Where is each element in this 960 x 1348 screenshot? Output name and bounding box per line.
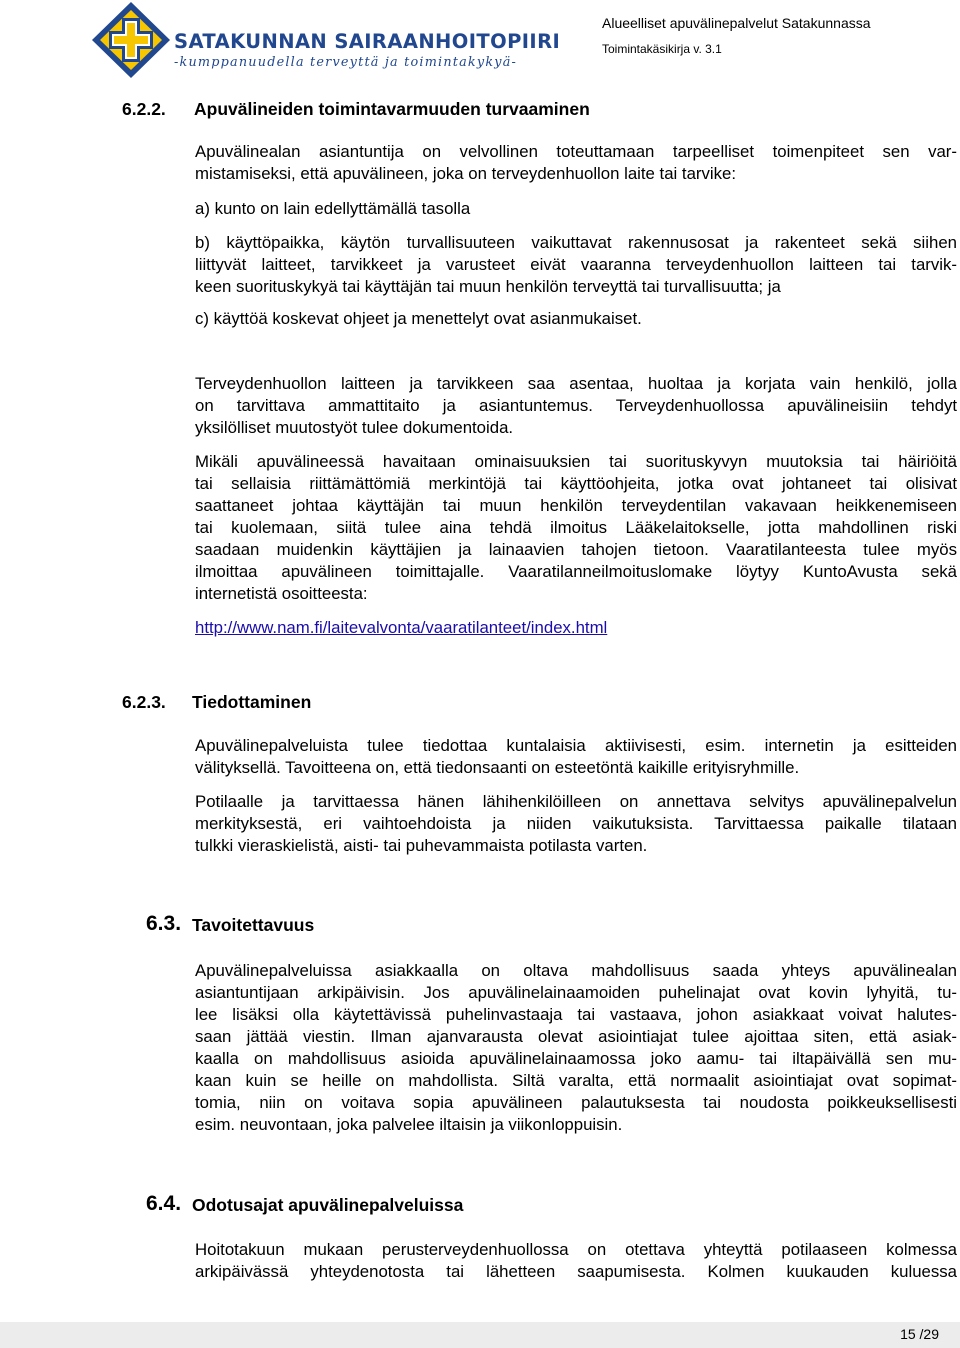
org-slogan: -kumppanuudella terveyttä ja toimintakykyä- <box>174 55 518 70</box>
text-line: saan jättää viestin. Ilman ajanvarausta olevat asiointiajat tulee ajoittaa siten, että asiak- <box>195 1027 957 1046</box>
document-title: Alueelliset apuvälinepalvelut Satakunnassa <box>602 15 871 31</box>
text-line: saattaneet johtaa käyttäjän tai muun henkilön terveydentilan vakavaan heikkenemiseen <box>195 496 957 515</box>
text-line: kaalla on mahdollisuus asioida apuvälinelainaamossa joko aamu- tai iltapäivällä sen mu- <box>195 1049 957 1068</box>
section-title: Tiedottaminen <box>192 692 312 712</box>
link-line <box>195 617 957 639</box>
section-title: Apuvälineiden toimintavarmuuden turvaaminen <box>194 99 590 119</box>
text-line: tomia, niin on voitava sopia apuvälineen palautuksesta tai noudosta poikkeuksellisesti <box>195 1093 957 1112</box>
text-line: tai kuolemaan, siitä tulee aina tehdä ilmoitus Lääkelaitokselle, jotta mahdollinen riski <box>195 518 957 537</box>
list-item-b <box>195 232 957 298</box>
text-line: Apuvälinepalveluissa asiakkaalla on oltava mahdollisuus saada yhteys apuvälinealan <box>195 961 957 980</box>
org-logo <box>92 2 561 78</box>
paragraph <box>195 141 957 185</box>
text-line: Terveydenhuollon laitteen ja tarvikkeen saa asentaa, huoltaa ja korjata vain henkilö, jolla <box>195 374 957 393</box>
text-line: Apuvälinealan asiantuntija on velvollinen toteuttamaan tarpeelliset toimenpiteet sen var- <box>195 142 957 161</box>
text-line: Apuvälinepalveluista tulee tiedottaa kuntalaisia aktiivisesti, esim. internetin ja esitteiden <box>195 736 957 755</box>
document-version: Toimintakäsikirja v. 3.1 <box>602 42 722 56</box>
text-line: ilmoittaa apuvälineen toimittajalle. Vaaratilanneilmoituslomake löytyy KuntoAvusta sekä <box>195 562 957 581</box>
text-line: c) käyttöä koskevat ohjeet ja menettelyt ovat asianmukaiset. <box>195 309 642 328</box>
list-item-c <box>195 308 957 330</box>
vaaratilanteet-link[interactable]: http://www.nam.fi/laitevalvonta/vaaratilanteet/index.html <box>195 618 608 637</box>
footer-bar <box>0 1322 960 1348</box>
text-line: on tarvittava ammattitaito ja asiantuntemus. Terveydenhuollossa apuvälineisiin tehdyt <box>195 396 957 415</box>
text-line: kaan kuin se heille on mahdollista. Siltä varalta, että normaalit asiointiajat ovat sopimat- <box>195 1071 957 1090</box>
paragraph <box>195 1239 957 1283</box>
text-line: Hoitotakuun mukaan perusterveydenhuollossa on otettava yhteyttä potilaaseen kolmessa <box>195 1240 957 1259</box>
paragraph <box>195 735 957 779</box>
section-title: Odotusajat apuvälinepalveluissa <box>192 1195 464 1215</box>
section-number: 6.2.3. <box>122 692 166 712</box>
paragraph <box>195 960 957 1136</box>
text-line: b) käyttöpaikka, käytön turvallisuuteen vaikuttavat rakennusosat ja rakenteet sekä siihen <box>195 233 957 252</box>
text-line: asiantuntijaan arkipäivisin. Jos apuvälinelainaamoiden puhelinajat ovat kovin lyhyitä, tu- <box>195 983 957 1002</box>
paragraph <box>195 791 957 857</box>
section-number: 6.3. <box>146 912 182 935</box>
cross-emblem-icon <box>92 2 170 78</box>
text-line: a) kunto on lain edellyttämällä tasolla <box>195 199 471 218</box>
text-line: keen suorituskykyä tai käyttäjän tai muun henkilön terveyttä tai turvallisuutta; ja <box>195 277 781 296</box>
section-number: 6.2.2. <box>122 99 166 119</box>
text-line: esim. neuvontaan, joka palvelee iltaisin ja viikonloppuisin. <box>195 1115 623 1134</box>
text-line: tulkki vieraskielistä, aisti- tai puhevammaista potilasta varten. <box>195 836 648 855</box>
page-number: 15 /29 <box>900 1326 939 1342</box>
text-line: yksilölliset muutostyöt tulee dokumentoida. <box>195 418 514 437</box>
section-title: Tavoitettavuus <box>192 915 315 935</box>
org-name: SATAKUNNAN SAIRAANHOITOPIIRI <box>174 30 561 53</box>
text-line: Potilaalle ja tarvittaessa hänen lähihenkilöilleen on annettava selvitys apuvälinepalvelun <box>195 792 957 811</box>
section-number: 6.4. <box>146 1192 182 1215</box>
text-line: mistamiseksi, että apuvälineen, joka on terveydenhuollon laite tai tarvike: <box>195 164 737 183</box>
text-line: liittyvät laitteet, tarvikkeet ja varusteet eivät vaaranna terveydenhuollon laitteen tai tarvik- <box>195 255 957 274</box>
list-item-a <box>195 198 957 220</box>
text-line: välityksellä. Tavoitteena on, että tiedonsaanti on esteetöntä kaikille erityisryhmille. <box>195 758 800 777</box>
paragraph <box>195 373 957 439</box>
paragraph <box>195 451 957 605</box>
text-line: saadaan muidenkin käyttäjien ja lainaavien tahojen tietoon. Vaaratilanteesta tulee myös <box>195 540 957 559</box>
text-line: internetistä osoitteesta: <box>195 584 368 603</box>
text-line: arkipäivässä yhteydenotosta tai lähetteen saapumisesta. Kolmen kuukauden kuluessa <box>195 1262 957 1281</box>
text-line: tai sellaisia riittämättömiä merkintöjä tai käyttöohjeita, jotka ovat johtaneet tai olisivat <box>195 474 957 493</box>
text-line: lee lisäksi olla käytettävissä puhelinvastaaja tai vastaava, johon asiakkaat voivat halutes- <box>195 1005 957 1024</box>
text-line: merkityksestä, eri vaihtoehdoista ja niiden vaikutuksista. Tarvittaessa paikalle tilataan <box>195 814 957 833</box>
text-line: Mikäli apuvälineessä havaitaan ominaisuuksien tai suorituskyvyn muutoksia tai häiriöitä <box>195 452 957 471</box>
